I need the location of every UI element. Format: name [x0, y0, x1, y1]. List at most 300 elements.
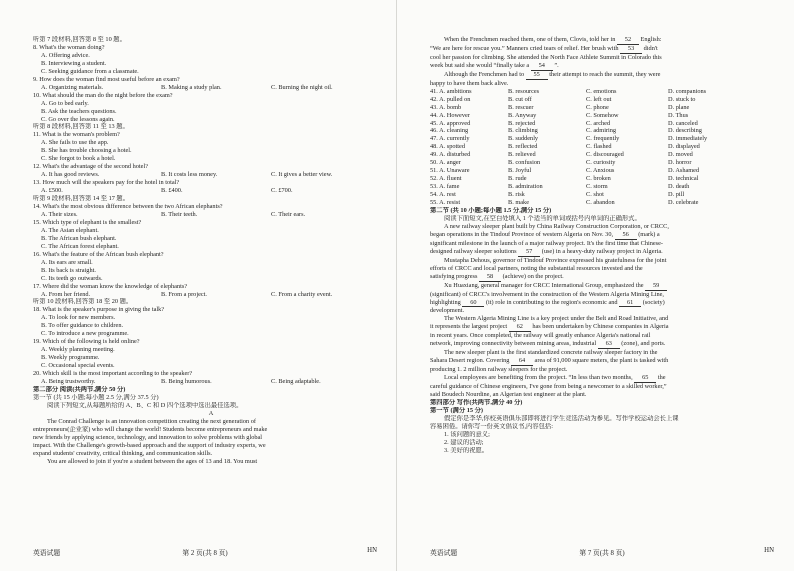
- line-text: The new sleeper plant is the first standardized concrete railway sleeper factory in the: [444, 349, 658, 357]
- answer-blank: 61: [619, 299, 641, 308]
- text-line: [430, 62, 786, 71]
- line-text: C. To introduce a new programme.: [41, 330, 129, 338]
- cloze-option: C. left out: [586, 95, 612, 103]
- cloze-option: B. risk: [508, 191, 525, 199]
- line-text: cool her passion for climbing. She attended the North Face Athlete Summit in Colorado this: [430, 53, 662, 61]
- line-text: A. Its ears are small.: [41, 258, 93, 266]
- answer-option: B. It costs less money.: [161, 171, 218, 179]
- cloze-option: C. arched: [586, 119, 611, 127]
- text-line: [33, 100, 389, 108]
- right-page-content: [430, 207, 786, 455]
- option-row: [33, 171, 389, 179]
- answer-option: C. From a charity event.: [271, 290, 333, 298]
- cloze-passage-ending: [430, 36, 786, 88]
- cloze-option: B. rejected: [508, 119, 536, 127]
- line-text: producing 1. 2 million railway sleepers for the project.: [430, 366, 568, 374]
- text-line: [33, 410, 389, 418]
- text-line: [33, 354, 389, 362]
- text-line: [33, 219, 389, 227]
- text-line: [430, 391, 786, 399]
- cloze-option: C. flashed: [586, 143, 612, 151]
- cloze-option-row: [430, 151, 786, 159]
- cloze-option-row: [430, 120, 786, 128]
- answer-blank: 59: [645, 282, 667, 291]
- line-text: When the Frenchmen reached them, one of them, Clovis, told her in: [444, 36, 616, 43]
- cloze-option: C. Somehow: [586, 111, 619, 119]
- text-line: [33, 338, 389, 346]
- text-line: [430, 315, 786, 323]
- line-text: B. Its back is straight.: [41, 266, 96, 274]
- cloze-option: D. displayed: [668, 143, 700, 151]
- cloze-option: C. shot: [586, 191, 604, 199]
- footer-page-number: 第 2 页(共 8 页): [182, 550, 228, 557]
- cloze-option-row: [430, 112, 786, 120]
- cloze-option: C. emotions: [586, 87, 617, 95]
- line-text: network, improving connectivity between mining areas, industrial: [430, 340, 597, 348]
- answer-option: B. £400.: [161, 187, 183, 195]
- cloze-option: 48. A. spotted: [430, 143, 465, 151]
- answer-blank: 57: [518, 248, 540, 257]
- text-line: [33, 402, 389, 410]
- line-text: B. To offer guidance to children.: [41, 322, 124, 330]
- line-text: B. She has trouble choosing a hotel.: [41, 147, 132, 155]
- answer-blank: 56: [615, 231, 637, 240]
- cloze-option-row: [430, 104, 786, 112]
- text-line: [33, 52, 389, 60]
- line-text: A. The Asian elephant.: [41, 226, 99, 234]
- cloze-option: C. broken: [586, 175, 611, 183]
- text-line: [33, 147, 389, 155]
- option-row: [33, 211, 389, 219]
- text-line: [430, 439, 786, 447]
- line-text: 9. How does the woman find most useful before an exam?: [33, 75, 180, 83]
- text-line: [33, 370, 389, 378]
- text-line: [430, 257, 786, 265]
- text-line: [33, 227, 389, 235]
- cloze-option: C. storm: [586, 183, 608, 191]
- line-text: (mark) a: [638, 230, 660, 238]
- cloze-option: D. companions: [668, 87, 707, 95]
- cloze-option-row: [430, 167, 786, 175]
- cloze-option: C. Anxious: [586, 167, 615, 175]
- line-text: 阅读下列短文,从每题所给的 A、B、C 和 D 四个选项中选出最佳选项。: [47, 401, 243, 409]
- line-text: said Boudech Nourdine, an Algerian test engineer at the plant.: [430, 390, 587, 398]
- line-text: 8. What's the woman doing?: [33, 43, 105, 51]
- line-text: ”.: [554, 61, 559, 69]
- footer-region: HN: [367, 547, 377, 554]
- text-line: [33, 235, 389, 243]
- line-text: development.: [430, 307, 465, 315]
- line-text: A: [208, 409, 214, 417]
- line-text: 10. What should the man do the night before the exam?: [33, 91, 173, 99]
- text-line: [33, 362, 389, 370]
- cloze-option: 44. A. However: [430, 111, 470, 119]
- line-text: B. Interviewing a student.: [41, 59, 107, 67]
- answer-option: A. From her friend.: [41, 290, 91, 298]
- line-text: impact. With the Challenge's growth-based approach and the support of industry experts, we: [33, 441, 266, 449]
- line-text: 19. Which of the following is held online?: [33, 338, 140, 346]
- cloze-option: D. pill: [668, 191, 685, 199]
- option-row: [33, 84, 389, 92]
- text-line: [33, 139, 389, 147]
- text-line: [430, 248, 786, 257]
- text-line: [430, 273, 786, 282]
- text-line: [430, 340, 786, 349]
- text-line: [33, 92, 389, 100]
- text-line: [33, 131, 389, 139]
- cloze-options-table: [430, 88, 786, 207]
- line-text: (it) role in contributing to the region's economic and: [485, 298, 618, 306]
- text-line: [33, 442, 389, 450]
- cloze-option: 43. A. bomb: [430, 103, 462, 111]
- text-line: [430, 423, 786, 431]
- line-text: The Conrad Challenge is an innovation competition creating the next generation of: [47, 417, 256, 425]
- line-text: 第二部分 阅读(共两节,满分 50 分): [33, 385, 126, 393]
- line-text: C. Go over the lessons again.: [41, 115, 115, 123]
- answer-option: C. It gives a better view.: [271, 171, 333, 179]
- line-text: A new railway sleeper plant built by China Railway Construction Corporation, or CRCC,: [444, 222, 669, 230]
- cloze-option: B. Joyful: [508, 167, 532, 175]
- cloze-option-row: [430, 96, 786, 104]
- line-text: in recent years. Once completed, the railway will greatly enhance Algeria's national rail: [430, 332, 651, 340]
- text-line: [33, 298, 389, 306]
- answer-blank: 58: [479, 273, 501, 282]
- text-line: [430, 431, 786, 439]
- text-line: [430, 45, 786, 54]
- line-text: happy to have them back alive.: [430, 79, 509, 87]
- cloze-option: C. curiosity: [586, 159, 616, 167]
- text-line: [33, 243, 389, 251]
- answer-blank: 63: [598, 340, 620, 349]
- cloze-option: 54. A. rest: [430, 191, 456, 199]
- text-line: [33, 450, 389, 458]
- line-text: (achieve) on the project.: [502, 272, 564, 280]
- line-text: efforts of CRCC and local partners, noting the substantial resources invested and the: [430, 264, 643, 272]
- line-text: entrepreneurs(企业家) who will change the world! Students become entrepreneurs and make: [33, 425, 268, 433]
- cloze-option: B. climbing: [508, 127, 538, 135]
- answer-option: A. Their sizes.: [41, 210, 78, 218]
- text-line: [430, 383, 786, 391]
- text-line: [430, 447, 786, 455]
- line-text: Xu Huaxiang, general manager for CRCC International Group, emphasized the: [444, 281, 644, 289]
- line-text: 假定你是李华,你校英语俱乐部即将进行学生竞选活动为参见。写作学校运动会长上课: [444, 414, 679, 422]
- cloze-option: C. abandon: [586, 199, 615, 207]
- text-line: [430, 357, 786, 366]
- text-line: [33, 346, 389, 354]
- cloze-option: 47. A. currently: [430, 135, 470, 143]
- cloze-option: D. technical: [668, 175, 699, 183]
- text-line: [430, 36, 786, 45]
- text-line: [430, 80, 786, 88]
- answer-blank: 60: [462, 299, 484, 308]
- line-text: 第一节 (满分 15 分): [430, 406, 483, 414]
- answer-blank: 62: [509, 323, 531, 332]
- cloze-option: B. rude: [508, 175, 527, 183]
- line-text: 20. Which skill is the most important according to the speaker?: [33, 370, 193, 378]
- section-heading: [430, 207, 786, 215]
- text-line: [430, 71, 786, 80]
- text-line: [430, 323, 786, 332]
- line-text: 第四部分 写作(共两节,满分 40 分): [430, 398, 523, 406]
- answer-option: A. Organizing materials.: [41, 83, 104, 91]
- line-text: 16. What's the feature of the African bush elephant?: [33, 250, 164, 258]
- cloze-option-row: [430, 191, 786, 199]
- answer-blank: 54: [531, 62, 553, 71]
- cloze-option: D. stuck to: [668, 95, 696, 103]
- line-text: careful guidance of Chinese engineers, I've gone from being a newcomer to a skilled worker,”: [430, 383, 667, 391]
- line-text: A. To look for new members.: [41, 314, 116, 322]
- answer-option: C. Their ears.: [271, 210, 306, 218]
- text-line: [33, 60, 389, 68]
- line-text: new friends by applying science, technology, and innovation to solve problems with global: [33, 433, 263, 441]
- text-line: [33, 163, 389, 171]
- cloze-option: B. relieved: [508, 151, 536, 159]
- cloze-option: 52. A. fluent: [430, 175, 462, 183]
- line-text: Local employees are benefiting from the project. “In less than two months,: [444, 374, 633, 382]
- cloze-option: D. immediately: [668, 135, 708, 143]
- cloze-option: 50. A. anger: [430, 159, 461, 167]
- answer-option: C. Burning the night oil.: [271, 83, 333, 91]
- cloze-option: D. describing: [668, 127, 702, 135]
- text-line: [430, 282, 786, 291]
- cloze-option: B. Anyway: [508, 111, 537, 119]
- cloze-option: D. celebrate: [668, 199, 699, 207]
- cloze-option: 41. A. ambitions: [430, 87, 472, 95]
- line-text: 11. What is the woman's problem?: [33, 131, 120, 139]
- line-text: it represents the largest project: [430, 323, 508, 331]
- line-text: A. Weekly planning meeting.: [41, 346, 115, 354]
- cloze-option: D. plane: [668, 103, 690, 111]
- line-text: significant milestone in the launch of a major railway project. It's the first time that Chinese-: [430, 239, 664, 247]
- line-text: B. Weekly programme.: [41, 354, 100, 362]
- answer-option: B. Making a study plan.: [161, 83, 222, 91]
- text-line: [33, 155, 389, 163]
- text-line: [430, 374, 786, 383]
- text-line: [430, 54, 786, 62]
- cloze-option: D. canceled: [668, 119, 698, 127]
- cloze-option: B. admiration: [508, 183, 543, 191]
- text-line: [430, 223, 786, 231]
- text-line: [33, 458, 389, 466]
- cloze-option-row: [430, 143, 786, 151]
- exam-page-right: [397, 0, 794, 571]
- line-text: 12. What's the advantage of the second hotel?: [33, 163, 149, 171]
- line-text: didn't: [643, 44, 658, 52]
- text-line: [33, 267, 389, 275]
- line-text: C. Occasional special events.: [41, 362, 115, 370]
- footer-subject: 英语试题: [33, 550, 61, 557]
- line-text: 阅读下面短文,在空白处填入 1 个适当的单词或括号内单词的正确形式。: [444, 214, 641, 222]
- line-text: “We are here for rescue you.” Manners cried tears of relief. Her brush with: [430, 44, 619, 52]
- cloze-option: B. resources: [508, 87, 540, 95]
- text-line: [430, 240, 786, 248]
- section-heading: [33, 386, 389, 394]
- answer-option: B. Their teeth.: [161, 210, 198, 218]
- text-line: [33, 44, 389, 52]
- cloze-option-row: [430, 175, 786, 183]
- line-text: 容易困倦。请你写一份英文倡议书,内容包括:: [430, 422, 553, 430]
- line-text: (society): [642, 298, 665, 306]
- answer-option: A. £500.: [41, 187, 63, 195]
- line-text: Although the Frenchmen had to: [444, 70, 525, 78]
- answer-option: A. It has good reviews.: [41, 171, 100, 179]
- text-line: [33, 434, 389, 442]
- cloze-option: D. moved: [668, 151, 693, 159]
- text-line: [33, 108, 389, 116]
- line-text: 3. 美好的祝愿。: [444, 446, 489, 454]
- text-line: [33, 426, 389, 434]
- line-text: (use) in a heavy-duty railway project in Algeria.: [541, 247, 663, 255]
- line-text: B. Ask the teachers questions.: [41, 107, 117, 115]
- text-line: [33, 275, 389, 283]
- cloze-option: 51. A. Unaware: [430, 167, 470, 175]
- line-text: (significant) of CRCC's involvement in the construction of the Western Algeria Mining Line,: [430, 290, 664, 298]
- section-heading: [430, 407, 786, 415]
- text-line: [33, 283, 389, 291]
- line-text: week but said she would “finally take a: [430, 61, 530, 69]
- text-line: [430, 231, 786, 240]
- line-text: A. Go to bed early.: [41, 99, 89, 107]
- answer-option: C. Being adaptable.: [271, 377, 321, 385]
- line-text: C. Seeking guidance from a classmate.: [41, 67, 139, 75]
- answer-option: B. From a project.: [161, 290, 207, 298]
- cloze-option-row: [430, 159, 786, 167]
- line-text: A. Offering advice.: [41, 51, 90, 59]
- answer-blank: 53: [620, 45, 642, 54]
- text-line: [430, 307, 786, 315]
- answer-blank: 64: [511, 357, 533, 366]
- line-text: C. She forgot to book a hotel.: [41, 155, 116, 163]
- cloze-option: B. rescuer: [508, 103, 534, 111]
- text-line: [33, 314, 389, 322]
- answer-option: B. Being humorous.: [161, 377, 212, 385]
- cloze-option-row: [430, 88, 786, 96]
- text-line: [430, 215, 786, 223]
- text-line: [430, 415, 786, 423]
- cloze-option: B. make: [508, 199, 529, 207]
- cloze-option: C. admiring: [586, 127, 617, 135]
- line-text: Mustapha Dehous, governor of Tindouf Province expressed his gratefulness for the joint: [444, 256, 667, 264]
- line-text: 听第 8 段材料,回答第 11 至 13 题。: [33, 123, 129, 131]
- text-line: [33, 322, 389, 330]
- left-page-content: [33, 36, 389, 465]
- text-line: [33, 123, 389, 131]
- cloze-option: D. Thus: [668, 111, 689, 119]
- line-text: (zone), and ports.: [621, 340, 666, 348]
- option-row: [33, 291, 389, 299]
- text-line: [33, 179, 389, 187]
- line-text: expand students' creativity, critical thinking, and communication skills.: [33, 449, 213, 457]
- line-text: area of 91,000 square meters, the plant is tasked with: [534, 357, 669, 365]
- line-text: their attempt to reach the summit, they were: [549, 70, 661, 78]
- right-page-footer: [430, 547, 774, 557]
- line-text: 14. What's the most obvious difference between the two African elephants?: [33, 203, 223, 211]
- text-line: [33, 116, 389, 124]
- line-text: 听第 10 段材料,回答第 18 至 20 题。: [33, 298, 133, 306]
- line-text: A. She fails to use the app.: [41, 139, 109, 147]
- text-line: [33, 76, 389, 84]
- text-line: [430, 265, 786, 273]
- option-row: [33, 187, 389, 195]
- answer-blank: 55: [526, 71, 548, 80]
- line-text: designed railway sleeper solutions: [430, 247, 517, 255]
- line-text: C. Its teeth go outwards.: [41, 274, 103, 282]
- footer-region: HN: [764, 547, 774, 554]
- line-text: has been undertaken by Chinese companies in Algeria: [532, 323, 669, 331]
- text-line: [33, 203, 389, 211]
- cloze-option: C. frequently: [586, 135, 620, 143]
- left-page-footer: [33, 547, 377, 557]
- cloze-option: D. death: [668, 183, 690, 191]
- line-text: B. The African bush elephant.: [41, 234, 117, 242]
- text-line: [33, 68, 389, 76]
- line-text: the: [657, 374, 666, 382]
- line-text: The Western Algeria Mining Line is a key project under the Belt and Road Initiative, and: [444, 315, 669, 323]
- line-text: 18. What is the speaker's purpose in giving the talk?: [33, 306, 165, 314]
- cloze-option-row: [430, 127, 786, 135]
- answer-option: A. Being trustworthy.: [41, 377, 96, 385]
- cloze-option: D. horror: [668, 159, 692, 167]
- cloze-option: 49. A. disturbed: [430, 151, 471, 159]
- line-text: satisfying progress: [430, 272, 478, 280]
- text-line: [33, 330, 389, 338]
- cloze-option-row: [430, 199, 786, 207]
- cloze-option-row: [430, 183, 786, 191]
- cloze-option: B. cut off: [508, 95, 532, 103]
- line-text: began operations in the Tindouf Province of western Algeria on Nov. 30,: [430, 230, 614, 238]
- line-text: You are allowed to join if you're a student between the ages of 13 and 18. You must: [47, 457, 258, 465]
- text-line: [33, 36, 389, 44]
- text-line: [430, 349, 786, 357]
- line-text: 听第 7 段材料,回答第 8 至 10 题。: [33, 36, 126, 43]
- cloze-option: B. suddenly: [508, 135, 539, 143]
- answer-blank: 52: [617, 36, 639, 45]
- cloze-option: C. discouraged: [586, 151, 624, 159]
- cloze-option: B. confusion: [508, 159, 541, 167]
- answer-option: C. £700.: [271, 187, 293, 195]
- cloze-option: 42. A. pulled on: [430, 95, 471, 103]
- line-text: Sahara Desert region. Covering: [430, 357, 510, 365]
- text-line: [33, 418, 389, 426]
- line-text: 2. 建议的活动;: [444, 438, 484, 446]
- footer-subject: 英语试题: [430, 550, 458, 557]
- cloze-option: C. phone: [586, 103, 609, 111]
- cloze-option: 55. A. resist: [430, 199, 461, 207]
- text-line: [430, 299, 786, 308]
- section-heading: [430, 399, 786, 407]
- line-text: English:: [640, 36, 662, 43]
- cloze-option: 53. A. fame: [430, 183, 460, 191]
- text-line: [33, 259, 389, 267]
- text-line: [430, 366, 786, 374]
- cloze-option: D. Ashamed: [668, 167, 700, 175]
- text-line: [33, 195, 389, 203]
- text-line: [33, 394, 389, 402]
- line-text: 13. How much will the speakers pay for the hotel in total?: [33, 179, 180, 187]
- line-text: highlighting: [430, 298, 461, 306]
- cloze-option-row: [430, 135, 786, 143]
- line-text: 第一节 (共 15 小题;每小题 2.5 分,满分 37.5 分): [33, 393, 159, 401]
- line-text: 第二节 (共 10 小题;每小题 1.5 分,满分 15 分): [430, 207, 552, 215]
- text-line: [33, 306, 389, 314]
- cloze-option: 46. A. cleaning: [430, 127, 469, 135]
- cloze-option: 45. A. approved: [430, 119, 471, 127]
- text-line: [33, 251, 389, 259]
- text-line: [430, 332, 786, 340]
- footer-page-number: 第 7 页(共 8 页): [579, 550, 625, 557]
- line-text: 1. 该问题的意义;: [444, 430, 490, 438]
- text-line: [430, 291, 786, 299]
